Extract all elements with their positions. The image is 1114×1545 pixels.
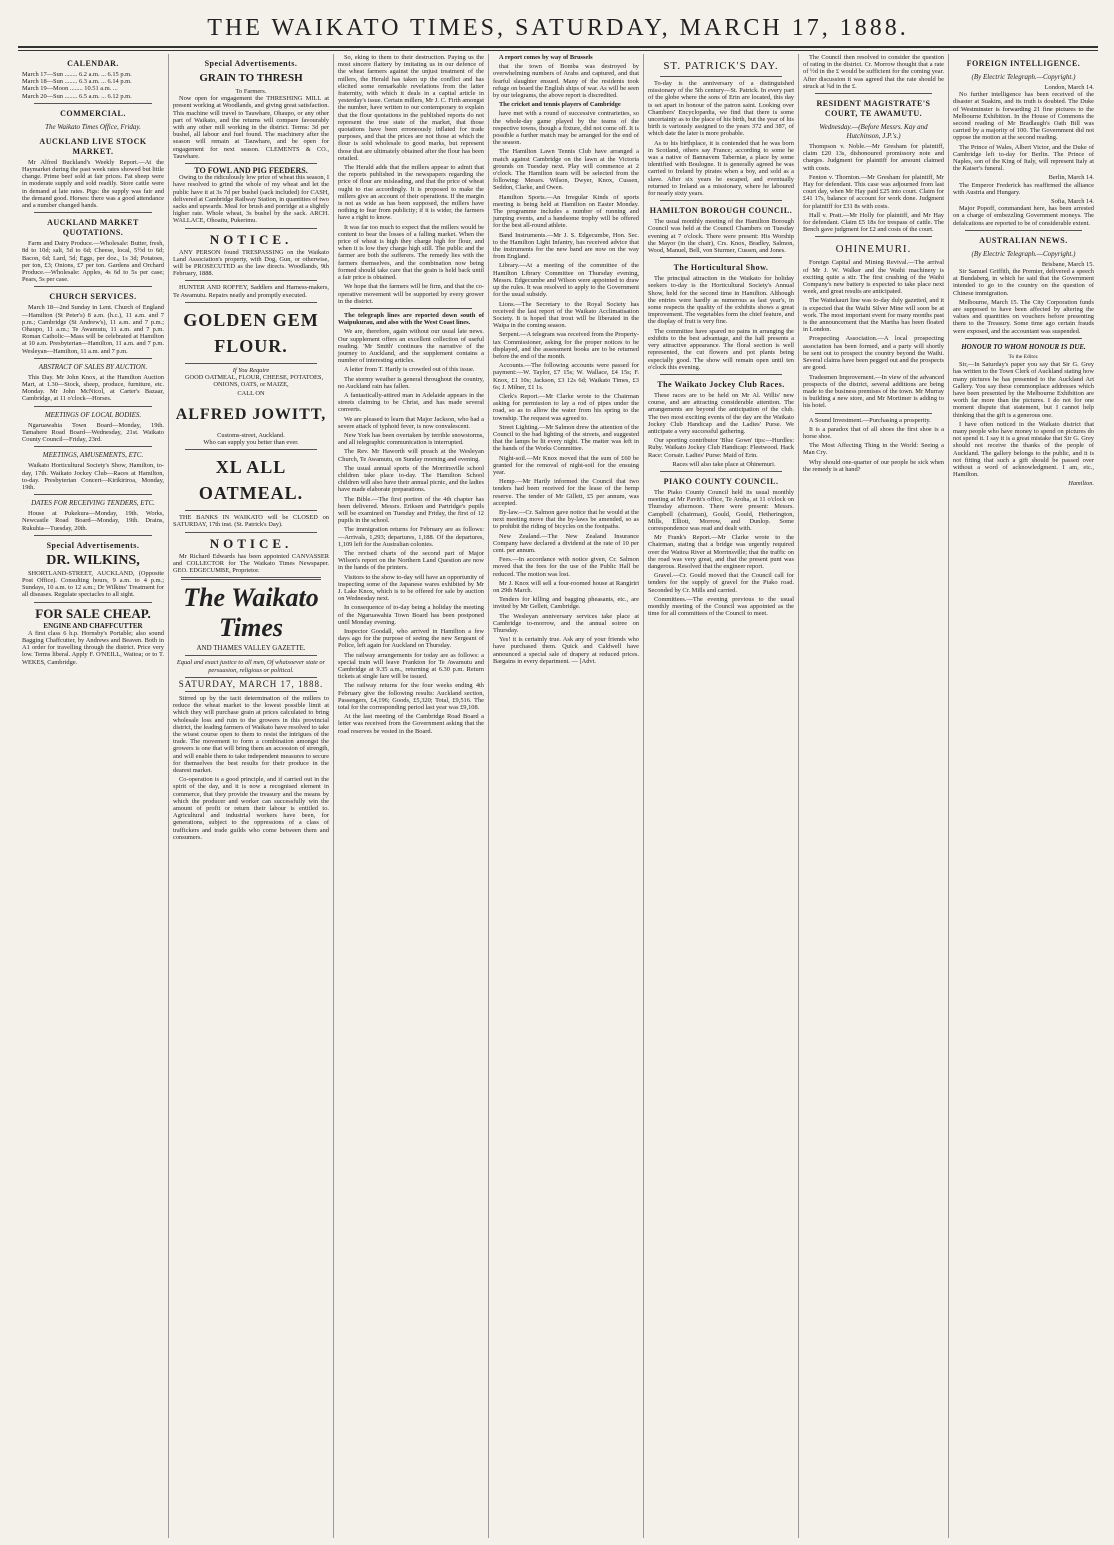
consequence-note: In consequence of to-day being a holiday the meeting of the Ngaruawahia Town Board has been postponed until Monday evening. bbox=[338, 604, 484, 626]
wilkins-text: SHORTLAND-STREET, AUCKLAND, (Opposite Post Office). Consulting hours, 9 a.m. to 4 p.m.; Sundays, 10 a.m. to 12 a.m.; Dr Wilkins' Treatment for all diseases. Regulate spectacles to all sight. bbox=[22, 569, 164, 599]
cricket-text: have met with a round of successive contrarieties, so the whole-day game played by the teams of the respective towns, though a fixture, did not come off. It is possible a further match may be arranged for the end of the season. bbox=[493, 110, 639, 147]
editorial-paragraph: Stirred up by the tacit determination of the millers to reduce the wheat market to the lowest possible limit at which they will purchase grain at prices calculated to bring wholesale loss and ruin to the growers in this provincial district, the leading farmers of Waikato have resolved to take the wisest course open to them to resist the intrigues of the trade. The movement to form a combination amongst the growers is one that will bring them an accession of strength, and will enable them to take independent measures to secure for themselves the best results for their produce in the dearest market. bbox=[173, 694, 329, 774]
berlin-dateline: Berlin, March 14. bbox=[1048, 174, 1094, 182]
calendar-heading: CALENDAR. bbox=[67, 59, 119, 68]
grain-text: Now open for engagement the THRESHING MILL at present working at Woodlands, and giving great satisfaction. This machine will travel to Tauwhare, Ohaupo, or any other part of Waikato, and the returns will compare favourably with any other mill working in the district. Terms: 3d per bushel, all labour and fuel found. The machinery after the season will remain at Tauwhare, and be open for engagement for next season. CLEMENTS & CO., Tauwhare. bbox=[173, 95, 329, 160]
jockey-club-note: Races will also take place at Ohinemuri. bbox=[672, 460, 776, 468]
special-ads-heading: Special Advertisements. bbox=[204, 59, 298, 68]
honour-letter-text: Sir,—In Saturday's paper you say that Sir G. Grey has written to the Town Clerk of Auckland stating how many pictures he has presented to the Auckland Art Gallery. You say these commonplace addresses which have been presented by the Melbourne Exhibition are worth far more than the pictures. I do not for one moment dispute that statement, but I cannot help thinking that the gift is a generous one. bbox=[953, 361, 1094, 419]
annual-note: The usual annual sports of the Morrinsville school children take place to-day. The Hamilton School children will also have their annual picnic, and the ladies have made elaborate preparations. bbox=[338, 464, 484, 494]
hamilton-borough-text: The usual monthly meeting of the Hamilton Borough Council was held at the Council Chambers on Tuesday evening at 7 o'clock. There were present: His Worship the Mayor (in the chair), Crs. Knox, Bradley, Salmon, Wood, Manuel, Bell, von Sturmer, Cussen, and Jones. bbox=[648, 218, 794, 255]
foreign-text: No further intelligence has been received of the disaster at Suakim, and its truth is doubted. The Duke of Westminster is forwarding 21 fine pictures to the Melbourne Exhibition. In the House of Commons the second reading of Mr Bradlaugh's Oath Bill was carried by a majority of 100. The Government did not oppose the motion at the second reading. bbox=[953, 91, 1094, 142]
ohinemuri-text: The Waitekauri line was to-day duly gazetted, and it is expected that the Waihi Silver Mine will soon be at work. The most important event for many months past is the announcement that the Martha has been floated in London. bbox=[803, 297, 944, 334]
ohinemuri-text: Tradesmen Improvement.—In view of the advanced prospects of the district, several additions are being made to the business premises of the town. Mr Murray is building a new store, and Mr Mortimer is adding to his hotel. bbox=[803, 373, 944, 410]
divider bbox=[34, 446, 152, 447]
fantastic-note: A fantastically-attired man in Adelaide appears in the streets claiming to be Christ, and has made several converts. bbox=[338, 391, 484, 414]
calendar-row: March 17—Sun ........ 6.2 a.m. ... 6.15 p.m. bbox=[22, 71, 132, 78]
jowitt-text: Who can supply you better than ever. bbox=[203, 438, 299, 446]
notice-heading: NOTICE. bbox=[209, 231, 293, 247]
market-text: Farm and Dairy Produce.—Wholesale: Butter, fresh, 8d to 10d; salt, 5d to 6d; Cheese, local, 5½d to 6d; Bacon, 6d; Lard, 5d; Eggs, per doz., 1s 3d; Potatoes, per ton, £3; Onions, £7 per ton. Gardens and Orchard Produce.—Wholesale: Apples, 4s 6d to 5s per case; Pears, 5s per case. bbox=[22, 240, 164, 284]
nz-insurance-text: New Zealand.—The New Zealand Insurance Company have declared a dividend at the rate of 10 per cent. per annum. bbox=[493, 532, 639, 554]
wesleyan-text: The Wesleyan anniversary services take place at Cambridge to-morrow, and the annual soiree on Thursday. bbox=[493, 612, 639, 635]
lions-text: Lions.—The Secretary to the Royal Society has received the last report of the Waikato Acclimatisation Society. It is hoped that trout will be liberated in the Waipa in the coming season. bbox=[493, 300, 639, 330]
divider bbox=[815, 413, 932, 414]
paper-title: The Waikato Times bbox=[183, 583, 319, 643]
bylaw-text: By-law.—Cr. Salmon gave notice that he would at the next meeting move that the by-laws be amended, so as to prohibit the riding of bicycles on the footpaths. bbox=[493, 508, 639, 531]
masthead-rule bbox=[18, 46, 1098, 51]
special-ads-heading: Special Advertisements. bbox=[46, 540, 140, 550]
piako-text: Mr Frank's Report.—Mr Clarke wrote to the Chairman, stating that a bridge was urgently required over the Waitoa River at Morrinsville; that the traffic on the road was very great, and that the present punt was dangerous. Resolved that the engineer report. bbox=[648, 534, 794, 570]
amusements-heading: MEETINGS, AMUSEMENTS, ETC. bbox=[42, 451, 144, 460]
piako-continued-text: The Council then resolved to consider the question of rating in the district. Cr. Morrow thought that a rate of ½d in the £ would be sufficient for the coming year. After discussion it was agreed that the rate should be struck at ¾d in the £. bbox=[803, 54, 944, 90]
stormy-note: The stormy weather is general throughout the country, no Auckland rain has fallen. bbox=[338, 375, 484, 390]
tenders-text: Tenders for killing and bagging pheasants, etc., are invited by Mr Gellett, Cambridge. bbox=[493, 596, 639, 611]
editorial-paragraph: We hope that the farmers will be firm, and that the co-operative movement will be supported by every grower in the district. bbox=[338, 283, 484, 305]
accounts-text: Accounts.—The following accounts were passed for payment:—W. Taylor, £7 15s; W. Wallace, £4 15s; F. Knox, £1 10s; Jackson, £3 12s 6d; Waikato Times, £3 6s; J. Milner, £1 1s. bbox=[493, 362, 639, 391]
divider bbox=[965, 230, 1082, 231]
horticultural-text: The committee have spared no pains in arranging the exhibits to the best advantage, and the hall presents a very attractive appearance. The floral section is well represented, the cut flowers and pot plants being especially good. The show will remain open until ten o'clock this evening. bbox=[648, 327, 794, 371]
australian-text: Sir Samuel Griffith, the Premier, delivered a speech at Bundaberg, in which he said that the Government intended to go to the country on the question of Chinese immigration. bbox=[953, 268, 1094, 297]
advertisement-text: Yes! it is certainly true. Ask any of your friends who have purchased them. Quick and Caldwell have announced a special sale of drapery at reduced prices. Bargains in every department. — [Advt. bbox=[493, 636, 639, 665]
divider bbox=[350, 308, 472, 309]
calendar-row: March 19—Moon ........ 10.51 a.m. ... bbox=[22, 85, 118, 93]
hemp-text: Hemp.—Mr Hartly informed the Council that two tenders had been received for the lease of the hemp reserve. The tender of Mr Gillett, £5 per annum, was accepted. bbox=[493, 478, 639, 507]
banks-text: THE BANKS IN WAIKATO will be CLOSED on SATURDAY, 17th inst. (St. Patrick's Day). bbox=[173, 514, 329, 529]
columns-container bbox=[18, 54, 1098, 1538]
auckland-livestock-heading: AUCKLAND LIVE STOCK MARKET. bbox=[39, 136, 147, 156]
visitors-note: Visitors to the show to-day will have an opportunity of inspecting some of the Japanese wares exhibited by Mr J. Lake Knox, which is to be offered for sale by auction on Wednesday next. bbox=[338, 573, 485, 603]
foreign-dateline: London, March 14. bbox=[1044, 84, 1094, 91]
abstract-text: This Day. Mr John Knox, at the Hamilton Auction Mart, at 1.30—Stock, sheep, produce, furniture, etc. Monday. Mr John McNicol, at Carter's Bazaar, Cambridge, at 11 o'clock—Horses. bbox=[22, 373, 164, 403]
hunter-text: HUNTER AND ROFFEY, Saddlers and Harness-makers, Te Awamutu. Repairs neatly and promptly executed. bbox=[173, 284, 329, 299]
divider bbox=[34, 358, 152, 359]
date-line: SATURDAY, MARCH 17, 1888. bbox=[178, 678, 324, 689]
grain-heading: GRAIN TO THRESH bbox=[199, 72, 303, 84]
st-patricks-text: To-day is the anniversary of a distinguished missionary of the 5th century—St. Patrick. In every part of the globe where the sons of Erin are located, this day is set apart in honour of the patron saint. Looking over Chambers' Encyclopædia, we find that there is some uncertainty as to the place of his birth, but the year of his birth is variously assigned to the years 372 and 387, of which date the later is more probable. bbox=[648, 80, 794, 138]
grain-subheading: To Farmers. bbox=[235, 88, 267, 95]
library-text: Library.—At a meeting of the committee of the Hamilton Library Committee on Thursday evening, Messrs. Edgecumbe and Wilson were appointed to draw up the rules. It was resolved to apply to the Government for the usual subsidy. bbox=[493, 262, 639, 299]
rm-court-subheading: Wednesday.—(Before Messrs. Kay and Hutchinson, J.P.'s.) bbox=[819, 123, 928, 141]
divider bbox=[185, 655, 317, 656]
ohinemuri-text: Foreign Capital and Mining Revival.—The arrival of Mr J. W. Walker and the Waihi machinery is exciting quite a stir. The first crushing of the Waihi Company's new battery is expected to take place next week, and great results are anticipated. bbox=[803, 259, 944, 296]
masthead-title: THE WAIKATO TIMES, SATURDAY, MARCH 17, 1888. bbox=[207, 15, 909, 41]
church-text: March 18—2nd Sunday in Lent. Church of England—Hamilton (St Peter's) 8 a.m. (h.c.), 11 a.m. and 7 p.m.; Cambridge (St Andrew's), 11 a.m. and 7 p.m.; Ohaupo, 11 a.m.; Te Awamutu, 11 a.m. and 7 p.m. Roman Catholic—Mass will be celebrated at Hamilton at 10 a.m. Presbyterian—Hamilton, 11 a.m. and 7 p.m. Wesleyan—Hamilton, 11 a.m. and 7 p.m. bbox=[22, 304, 164, 355]
divider bbox=[185, 228, 317, 229]
honour-heading: HONOUR TO WHOM HONOUR IS DUE. bbox=[961, 342, 1086, 351]
column-7 bbox=[948, 54, 1098, 1538]
divider bbox=[660, 200, 782, 201]
rm-court-text: Hall v. Pratt.—Mr Holly for plaintiff, and Mr Hay for defendant. Claim £5 18s for trespass of cattle. The Bench gave judgment for £2 and costs of the court. bbox=[803, 211, 944, 234]
newspaper-page bbox=[18, 8, 1098, 1538]
telegraph-heading: The telegraph lines are reported down south of Waipukurau, and also with the West Coast lines. bbox=[338, 311, 484, 327]
hamilton-tennis-text: The Hamilton Lawn Tennis Club have arranged a match against Cambridge on the lawn at the Victoria grounds on Tuesday next. Play will commence at 2 o'clock. The Hamilton team will be selected from the following: Messrs. Wilson, Dwyer, Knox, Cussen, Seddon, Clarke, and Owen. bbox=[493, 148, 639, 192]
australian-text: Melbourne, March 15. The City Corporation funds are supposed to have been affected by altering the values and quantities on vouchers before presenting them to the Treasury. Some time ago certain frauds were exposed, and the accountant was suspended. bbox=[953, 298, 1094, 335]
ohinemuri-text: Prospecting Association.—A local prospecting association has been formed, and a party will shortly be sent out to prospect the country beyond the Waihi. Several claims have been pegged out and the prospects are good. bbox=[803, 335, 944, 372]
editorial-paragraph: It was far too much to expect that the millers would be content to bear the losses of a falling market. When the price of wheat is high they charge high for flour, and when it is low they charge high still. The public and the farmer are both the sufferers. The remedy lies with the farmers themselves, and the combination now being formed should take care that the grain is held back until a fair price is obtained. bbox=[338, 223, 484, 282]
editorial-paragraph: So, eking to them to their destruction. Paying us the most sincere flattery by imitating us in our defence of the wheat farmers against the unjust treatment of the millers, the Herald has taken up the conflict and has elicited some remarkable revelations from the latter fraternity, with which it deals in a capital article in yesterday's issue. Certain millers, Mr J. C. Firth amongst the number, have written to our contemporary to explain that the flour quotations in the published reports do not represent the true state of the market, that those quotations have been erroneously inflated for trade purposes, and that the prices are not those at which the flour is sold wholesale to good marks, but represent those that are ultimately obtained after the flour has been retailed. bbox=[338, 54, 484, 162]
divider bbox=[660, 374, 782, 375]
letter-signature: Hamilton. bbox=[1068, 480, 1094, 488]
paper-motto: Equal and exact justice to all men, Of whatsoever state or persuasion, religious or political. bbox=[176, 659, 326, 674]
jowitt-heading: ALFRED JOWITT, bbox=[175, 405, 327, 423]
commercial-subheading: The Waikato Times Office, Friday. bbox=[45, 122, 141, 131]
column-4 bbox=[488, 54, 643, 1538]
haworth-note: The Rev. Mr Haworth will preach at the Wesleyan Church, Te Awamutu, on Sunday morning and evening. bbox=[338, 448, 484, 463]
jockey-club-text: Our sporting contributor 'Blue Gown' tips:—Hurdles: Ruby. Waikato Jockey Club Handicap: Fleetwood. Hack Race: Corsair. Ladies' Purse: Maid of Erin. bbox=[648, 437, 794, 459]
divider bbox=[34, 602, 152, 603]
australian-subheading: (By Electric Telegraph.—Copyright.) bbox=[971, 249, 1076, 258]
fowl-heading: TO FOWL AND PIG FEEDERS. bbox=[194, 166, 308, 176]
report-heading: A report comes by way of Brussels bbox=[499, 54, 593, 61]
calendar-row: March 20—Sun ........ 6.5 a.m. ... 6.12 p.m. bbox=[22, 92, 132, 100]
newyork-note: New York has been overtaken by terrible snowstorms, and all telegraphic communication is interrupted. bbox=[338, 431, 484, 447]
hamilton-borough-heading: HAMILTON BOROUGH COUNCIL. bbox=[649, 206, 793, 216]
divider bbox=[185, 510, 317, 511]
foreign-heading: FOREIGN INTELLIGENCE. bbox=[966, 59, 1081, 68]
call-on: CALL ON bbox=[237, 390, 265, 398]
editorial-paragraph: The Herald adds that the millers appear to admit that the reports published in the newspapers regarding the price of flour are misleading, and that the price of wheat ought to rise accordingly. It is proposed to make the millers give an account of their operations. If the margin is not as wide as has been supposed, the millers have nothing to fear from publicity; if it is wider, the farmers have a right to know. bbox=[338, 164, 484, 222]
sofia-text: Major Popoff, commandant here, has been arrested on a charge of embezzling Government moneys. The defalcations are reported to be of considerable extent. bbox=[953, 205, 1094, 227]
cricket-heading: The cricket and tennis players of Cambridge bbox=[499, 101, 621, 109]
foreign-subheading: (By Electric Telegraph.—Copyright.) bbox=[971, 73, 1076, 81]
jowitt-sub: Customs-street, Auckland. bbox=[217, 431, 285, 439]
divider bbox=[185, 449, 317, 450]
wilkins-heading: DR. WILKINS, bbox=[46, 552, 140, 568]
column-1 bbox=[18, 54, 168, 1538]
column-6 bbox=[798, 54, 948, 1538]
piako-text: The Piako County Council held its usual monthly meeting at Mr Pavitt's office, Te Aroha, at 11 o'clock on Thursday afternoon. There were present: Messrs. Campbell (chairman), Gould, Gould, Hetherington, Mills, Elliott, Morrow, and Dunlop. Some correspondence was read and dealt with. bbox=[648, 488, 794, 532]
forsale-heading: FOR SALE CHEAP. bbox=[35, 605, 151, 621]
piako-text: Committees.—The evening previous to the usual monthly meeting of the Council was appointed as the time for all committees of the Council to meet. bbox=[648, 595, 794, 618]
calendar-row: March 18—Sun ........ 6.3 a.m. ... 6.14 p.m. bbox=[22, 78, 132, 86]
ohinemuri-heading: OHINEMURI. bbox=[835, 243, 912, 256]
bible-note: The Bible.—The first portion of the 4th chapter has been delivered. Messrs. Eriksen and Partridge's pupils will be examined on Tuesday and Friday, the first of 12 pupils in the school. bbox=[338, 495, 484, 525]
divider bbox=[34, 212, 152, 213]
column-5 bbox=[643, 54, 798, 1538]
forsale-subheading: ENGINE AND CHAFFCUTTER bbox=[43, 621, 143, 630]
divider bbox=[34, 494, 152, 495]
foreign-text: The Prince of Wales, Albert Victor, and the Duke of Cambridge left to-day for Berlin. The Prince of Naples, son of the King of Italy, will represent Italy at the Kaiser's funeral. bbox=[953, 143, 1094, 173]
last-meeting-note: At the last meeting of the Cambridge Road Board a letter was received from the Government asking that the road reserves be vested in the Board. bbox=[338, 713, 484, 735]
golden-sub: If You Require bbox=[232, 366, 270, 374]
divider bbox=[34, 535, 152, 536]
horticultural-text: The principal attraction in the Waikato for holiday seekers to-day is the Horticultural Society's Annual Show, held for the second time in Hamilton. Although the entries were hardly as numerous as last year's, in some respects the quality of the exhibits shows a great improvement. The vegetables form the chief feature, and the display of fruit is very fine. bbox=[648, 275, 794, 326]
hamilton-sports-text: Hamilton Sports.—An Irregular Kinds of sports meeting is being held at Hamilton on Easter Monday. The programme includes a number of running and jumping events, and a handsome trophy will be offered for the best all-round athlete. bbox=[493, 193, 639, 230]
fees-text: Fees.—In accordance with notice given, Cr. Salmon moved that the fees for the use of the Public Hall be reduced. The motion was lost. bbox=[493, 556, 639, 578]
amusements-text: Waikato Horticultural Society's Show, Hamilton, to-day, 17th. Waikato Jockey Club—Races at Hamilton, to-day. Presbyterian Concert—Kirikiriroa, Monday, 19th. bbox=[22, 462, 164, 491]
telegraph-text: We are, therefore, again without our usual late news. Our supplement offers an excellent collection of useful reading. 'Mr Smith' continues the narrative of the journey to Auckland, and the supplement contains a number of interesting articles. bbox=[338, 328, 484, 365]
tenders-heading: DATES FOR RECEIVING TENDERS, ETC. bbox=[31, 499, 155, 508]
street-text: Street Lighting.—Mr Salmon drew the attention of the Council to the bad lighting of the streets, and suggested that the lamps be lit every night. The matter was left in the hands of the Works Committee. bbox=[493, 423, 639, 453]
remedy-text: Why should one-quarter of our people be sick when the remedy is at hand? bbox=[803, 458, 944, 473]
notice2-heading: NOTICE. bbox=[209, 535, 293, 551]
paper-subtitle: AND THAMES VALLEY GAZETTE. bbox=[196, 644, 306, 653]
forsale-text: A first class 6 h.p. Hornsby's Portable; also sound Bagging Chaffcutter, by Andrews and Beaven. Both in A1 order for travelling through the district. Price very low. Terms liberal. Apply F. O'NEILL, Waitoa; or to T. WEKES, Cambridge. bbox=[22, 629, 164, 666]
honour-letter-text: I have often noticed in the Waikato district that many people who have money to spend on pictures do not spend it. I say it is a great mistake that Sir G. Grey should not receive the thanks of the people of Auckland. The gallery belongs to the public, and it is not fitting that such a gift should be passed over without a word of acknowledgment. I am, etc., Hamilton. bbox=[953, 420, 1094, 479]
meetings-heading: MEETINGS OF LOCAL BODIES. bbox=[44, 410, 142, 419]
most-affecting-text: The Most Affecting Thing in the World: Seeing a Man Cry. bbox=[803, 442, 944, 457]
commercial-heading: COMMERCIAL. bbox=[60, 108, 126, 118]
honour-subheading: To the Editor. bbox=[1008, 353, 1039, 360]
market-heading: AUCKLAND MARKET QUOTATIONS. bbox=[47, 218, 139, 238]
horticultural-heading: The Horticultural Show. bbox=[673, 263, 769, 273]
divider bbox=[185, 677, 317, 678]
divider bbox=[185, 363, 317, 364]
divider bbox=[34, 286, 152, 287]
notice2-text: Mr Richard Edwards has been appointed CANVASSER and COLLECTOR for The Waikato Times Newspaper. GEO. EDGECUMBE, Proprietor. bbox=[173, 552, 329, 574]
railway-note: The railway arrangements for today are as follows: a special train will leave Frankton for Te Awamutu and Cambridge at 9.35 a.m., returning at 6.30 p.m. Return tickets at single fare will be issued. bbox=[338, 651, 484, 681]
tenders-text: House at Pukekura—Monday, 19th. Works, Newcastle Road Board—Monday, 19th. Drains, Rukuhia—Tuesday, 20th. bbox=[22, 510, 164, 532]
sound-investment-text: A Sound Investment.—Purchasing a prosperity. bbox=[809, 416, 931, 424]
clerk-text: Clerk's Report.—Mr Clarke wrote to the Chairman asking for permission to lay a rod of pipes under the road, so as to allow the water from his spring to the township. The request was agreed to. bbox=[493, 392, 639, 422]
editorial-paragraph: Co-operation is a good principle, and if carried out in the spirit of the day, and it is now a recognised element in commerce, that they provide the treasury and the means by which the producer and worker can successfully win the amount of profit or return their labour is entitled to. Agricultural and industrial workers have been, for generations, subject to the oppressions of a class of traffickers and trade guilds who come between them and consumers. bbox=[173, 776, 329, 841]
divider bbox=[185, 163, 317, 164]
rm-court-heading: RESIDENT MAGISTRATE'S COURT, TE AWAMUTU. bbox=[816, 99, 931, 119]
xl-oatmeal-heading: XL ALL OATMEAL. bbox=[198, 457, 304, 504]
divider bbox=[660, 76, 782, 77]
rm-court-text: Fenton v. Thornton.—Mr Gresham for plaintiff, Mr Hay for defendant. This case was adjourned from last court day, when Mr Hay paid £25 into court. Claim for £41 17s, balance of account for work done. Judgment for plaintiff for £31 8s with costs. bbox=[803, 173, 944, 210]
immigration-note: The immigration returns for February are as follows:—Arrivals, 1,293; departures, 1,188. Of the departures, 1,109 left for the Australian colonies. bbox=[338, 526, 484, 548]
fowl-text: Owing to the ridiculously low price of wheat this season, I have resolved to grind the whole of my wheat and let the public have it at 3s 7d per bushel (sack included) for CASH, delivered at Cambridge Railway Station, in quantities of two sacks and upwards. Meal for brush and porridge at a slightly higher rate. Whole wheat, 3s bushel by the sack. ARCH. WALLACE, Ohoaitu, Pukerimu. bbox=[173, 174, 329, 225]
piako-heading: PIAKO COUNTY COUNCIL. bbox=[663, 476, 779, 486]
church-heading: CHURCH SERVICES. bbox=[49, 292, 137, 302]
divider bbox=[185, 302, 317, 303]
goodall-note: Inspector Goodall, who arrived in Hamilton a few days ago for the purpose of seeing the new Sergeant of Police, left again for Auckland on Thursday. bbox=[338, 628, 484, 650]
rm-court-text: Thompson v. Noble.—Mr Gresham for plaintiff, claim £20 13s, dishonoured promissory note and charges. Judgment for plaintiff for amount claimed with costs. bbox=[803, 143, 944, 172]
railway-returns-note: The railway returns for the four weeks ending 4th February give the following results: Auckland section, Passengers, £4,196; Goods, £5,320; Total, £9,516. The total for the corresponding period last year was £9,108. bbox=[338, 682, 484, 712]
divider bbox=[181, 577, 321, 580]
nightsoil-text: Night-soil.—Mr Knox moved that the sum of £60 be granted for the removal of night-soil for the ensuing year. bbox=[493, 454, 639, 476]
hartly-note: A letter from T. Hartly is crowded out of this issue. bbox=[344, 366, 475, 374]
divider bbox=[34, 406, 152, 407]
divider bbox=[185, 280, 317, 281]
australian-dateline: Brisbane, March 15. bbox=[1041, 260, 1094, 268]
notice-text: ANY PERSON found TRESPASSING on the Waikato Land Association's property, with Dog, Gun, or otherwise, will be PROSECUTED as the law directs. Woodlands, 9th February, 1888. bbox=[173, 248, 329, 278]
piako-text: Gravel.—Cr. Gould moved that the Council call for tenders for the supply of gravel for the Piako road. Seconded by Cr. Mills and carried. bbox=[648, 572, 794, 594]
berlin-text: The Emperor Frederick has reaffirmed the alliance with Austria and Hungary. bbox=[953, 181, 1094, 196]
serpent-text: Serpent.—A telegram was received from the Property-tax Commissioner, asking for the proper notices to be displayed, and the assessment books are to be returned before the end of the month. bbox=[493, 331, 639, 360]
paradox-text: It is a paradox that of all shoes the first shoe is a horse shoe. bbox=[803, 425, 944, 440]
st-patricks-heading: ST. PATRICK'S DAY. bbox=[663, 60, 779, 72]
knox-text: Mr J. Knox will sell a four-roomed house at Rangiriri on 29th March. bbox=[493, 579, 639, 595]
auckland-livestock-text: Mr Alfred Buckland's Weekly Report.—At the Haymarket during the past week rates showed but little change. Prime beef sold at fair prices. Fat sheep were in moderate supply and sold readily. Store cattle were in demand at late rates. Pigs: the supply was fair and the demand good. Horses: there was a good attendance and a number changed hands. bbox=[22, 158, 164, 210]
divider bbox=[660, 257, 782, 258]
jockey-club-text: These races are to be held on Mr Al. Willis' new course, and are attracting considerable attention. The arrangements are beyond the anticipation of the club. The two most exciting events of the day are the Waikato Jockey Club Handicap and the Ladies' Purse. We anticipate a very successful gathering. bbox=[648, 391, 794, 435]
good-oatmeal-text: GOOD OATMEAL, FLOUR, CHEESE, POTATOES, ONIONS, OATS, or MAIZE, bbox=[184, 374, 324, 389]
divider bbox=[815, 93, 932, 94]
australian-heading: AUSTRALIAN NEWS. bbox=[979, 235, 1068, 245]
abstract-heading: ABSTRACT OF SALES BY AUCTION. bbox=[38, 362, 148, 371]
column-2 bbox=[168, 54, 333, 1538]
divider bbox=[815, 236, 932, 237]
divider bbox=[185, 691, 317, 692]
column-3 bbox=[333, 54, 488, 1538]
st-patricks-text: As to his birthplace, it is contended that he was born in Scotland, others say France; according to some he was a native of Bannavem Taberniæ, a place by some identified with Boulogne. It is generally agreed he was carried to Ireland by pirates when a boy, and sold as a slave. After six years he escaped, and eventually returned to Ireland as a missionary, where he laboured for nearly sixty years. bbox=[648, 139, 794, 198]
jockey-club-heading: The Waikato Jockey Club Races. bbox=[657, 379, 785, 389]
divider bbox=[660, 471, 782, 472]
band-text: Band Instruments.—Mr J. S. Edgecumbe, Hon. Sec. to the Hamilton Light Infantry, has received advice that the instruments for the new band are now on the way from England. bbox=[493, 231, 639, 261]
meetings-text: Ngaruawahia Town Board—Monday, 19th. Tamahere Road Board—Wednesday, 21st. Waikato County Council—Friday, 23rd. bbox=[22, 421, 164, 444]
revised-note: The revised charts of the second part of Major Wilson's report on the Northern Land Question are now in the hands of the printers. bbox=[338, 550, 484, 572]
divider bbox=[965, 338, 1082, 339]
report-text: that the town of Bomba was destroyed by overwhelming numbers of Arabs and captured, and that fearful slaughter ensued. Many of the residents took refuge on board the English ships of war. As will be seen by our telegrams, the above report is discredited. bbox=[493, 63, 639, 100]
pleased-note: We are pleased to learn that Major Jackson, who had a severe attack of typhoid fever, is now convalescent. bbox=[338, 415, 484, 430]
sofia-dateline: Sofia, March 14. bbox=[1051, 198, 1094, 206]
divider bbox=[34, 103, 152, 104]
divider bbox=[185, 532, 317, 533]
golden-gem-heading: GOLDEN GEM FLOUR. bbox=[183, 309, 319, 356]
